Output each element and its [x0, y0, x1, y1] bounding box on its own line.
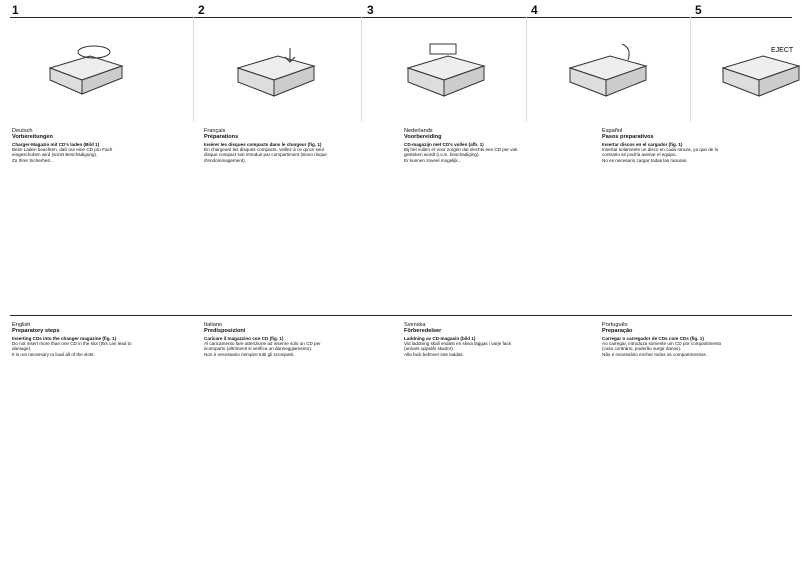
hand-illustration [562, 38, 654, 102]
text-line: disque compact soit introduit par compartiment (sinon risque [204, 152, 327, 158]
section-portugues [602, 322, 792, 562]
lang-subtitle: Preparatory steps [12, 328, 60, 334]
lang-title: Deutsch [12, 128, 33, 134]
step-number-3: 3 [367, 3, 374, 17]
text-line: eingeschoben wird (sonst Beschädigung). [12, 152, 98, 158]
section-english [12, 322, 192, 562]
section-espanol [602, 128, 792, 310]
step-number-4: 4 [531, 3, 538, 17]
text-line: Insertar discos en el cargador (fig. 1) [602, 142, 683, 147]
lang-title: Italiano [204, 322, 223, 328]
text-line: It is not necessary to load all of the slots. [12, 351, 95, 357]
magazine-illustration [40, 38, 132, 102]
changer-illustration [230, 38, 322, 102]
lang-subtitle: Voorbereiding [404, 134, 442, 140]
text-line: CD-magazijn met CD's vullen (afb. 1) [404, 142, 484, 147]
text-line: Vid laddning skall endast en skiva läggas i varje fack [404, 341, 511, 347]
lang-subtitle: Preparação [602, 328, 633, 334]
text-line: Alla fack behöver inte laddas. [404, 351, 465, 357]
lang-title: Français [204, 128, 226, 134]
text-line: (caso contrário, poderão surgir danos). [602, 346, 682, 352]
text-line: Er kunnen zoveel mogelijk... [404, 157, 462, 163]
text-line: Charger-Magazin mit CD's laden (Bild 1) [12, 142, 100, 147]
lang-subtitle: Vorbereitungen [12, 134, 53, 140]
section-deutsch [12, 128, 192, 310]
text-line: Não é necessário encher todos os compartimentos. [602, 351, 707, 357]
step-number-1: 1 [12, 3, 19, 17]
text-line: Non è necessario riempire tutti gli scomparti. [204, 351, 295, 357]
text-line: Carregar o carregador de CDs com CDs (fig. 1) [602, 336, 704, 341]
text-line: Do not insert more than one CD in the slot (this can lead to [12, 341, 132, 347]
middle-rule [10, 315, 792, 316]
lang-title: English [12, 322, 31, 328]
section-francais [204, 128, 384, 310]
text-line: Zu Ihrer Sicherheit... [12, 157, 54, 163]
text-line: Insertar solamente un disco en cada ranura, ya que de lo [602, 147, 719, 153]
lang-subtitle: Predisposizioni [204, 328, 246, 334]
text-line: scomparto (altrimenti si verifica un danneggiamento). [204, 346, 313, 352]
text-line: d'endommagement). [204, 157, 246, 163]
lang-subtitle: Pasos preparativos [602, 134, 654, 140]
text-line: Inserting CDs into the changer magazine (fig. 1) [12, 336, 117, 341]
text-line: gestoken wordt (i.v.m. beschadiging). [404, 152, 480, 158]
step-number-2: 2 [198, 3, 205, 17]
text-line: Laddning av CD-magasin (bild 1) [404, 336, 476, 341]
text-line: damage). [12, 346, 32, 352]
eject-illustration [715, 38, 802, 102]
text-line: Ao carregar, introduza somente um CD por compartimento [602, 341, 722, 347]
text-line: contrario se podría averiar el equipo. [602, 152, 677, 158]
text-line: Caricare il magazzino con CD (fig. 1) [204, 336, 284, 341]
lang-title: Português [602, 322, 628, 328]
text-line: Al caricamento fare attenzione ad inserire solo un CD per [204, 341, 321, 347]
lang-subtitle: Préparations [204, 134, 239, 140]
lang-title: Nederlands [404, 128, 433, 134]
text-line: (annars uppstår skador). [404, 346, 455, 352]
insert-illustration [400, 38, 492, 102]
lang-subtitle: Förberedelser [404, 328, 442, 334]
lang-title: Svenska [404, 322, 426, 328]
step-number-5: 5 [695, 3, 702, 17]
section-svenska [404, 322, 584, 562]
text-line: En chargeant les disques compacts, veillez à ce qu'un seul [204, 147, 324, 153]
text-line: No es necesario cargar todas las ranuras. [602, 157, 688, 163]
text-line: Beim Laden beachten, daß nur eine CD pro Fach [12, 147, 113, 153]
section-italiano [204, 322, 384, 562]
lang-title: Español [602, 128, 623, 134]
section-nederlands [404, 128, 584, 310]
eject-label: EJECT [771, 47, 794, 54]
top-rule [10, 17, 792, 18]
text-line: Insérer les disques compacts dans le chargeur (fig. 1) [204, 142, 322, 147]
text-line: Bij het vullen er voor zorgen dat slechts een CD per vak [404, 147, 518, 153]
